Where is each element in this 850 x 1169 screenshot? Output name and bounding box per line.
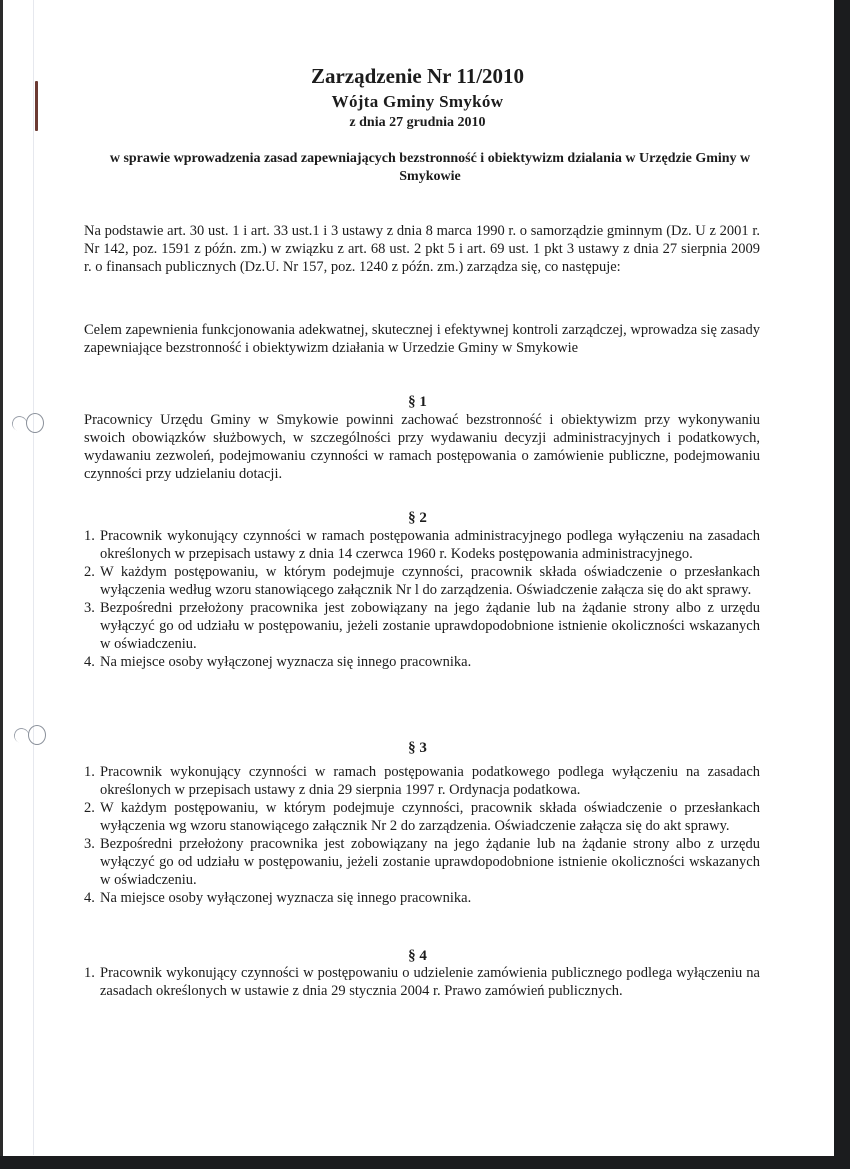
item-text: W każdym postępowaniu, w którym podejmuje czynności, pracownik składa oświadczenie o przesłankach wyłączenia wg wzoru stanowiącego załącznik Nr 2 do zarządzenia. Oświadczenie załącza się do akt sprawy. xyxy=(100,800,760,834)
document-date: z dnia 27 grudnia 2010 xyxy=(349,115,486,130)
list-item xyxy=(84,599,760,653)
item-number: 1. xyxy=(84,528,95,544)
item-number: 4. xyxy=(84,654,95,670)
paper-fold-line xyxy=(33,0,34,1155)
item-text: Bezpośredni przełożony pracownika jest zobowiązany na jego żądanie lub na żądanie strony albo z urzędu wyłączyć go od udziału w postępowaniu, jeżeli zostanie uprawdopodobnione istnienie okoliczności wskazanych w oświadczeniu. xyxy=(100,836,760,888)
list-item xyxy=(84,799,760,835)
item-text: Pracownik wykonujący czynności w ramach postępowania podatkowego podlega wyłączeniu na zasadach określonych w przepisach ustawy z dnia 29 sierpnia 1997 r. Ordynacja podatkowa. xyxy=(100,764,760,798)
section-4-mark: § 4 xyxy=(408,948,427,964)
section-2-list xyxy=(84,527,760,671)
section-4-list xyxy=(84,964,760,1000)
item-number: 1. xyxy=(84,764,95,780)
item-text: Na miejsce osoby wyłączonej wyznacza się innego pracownika. xyxy=(100,890,472,906)
list-item xyxy=(84,889,760,907)
document-title: Zarządzenie Nr 11/2010 xyxy=(310,64,525,88)
list-item xyxy=(84,653,760,671)
section-2-mark: § 2 xyxy=(408,510,427,526)
list-item xyxy=(84,964,760,1000)
item-number: 3. xyxy=(84,600,95,616)
scan-left-edge xyxy=(0,0,3,1169)
item-number: 4. xyxy=(84,890,95,906)
item-number: 2. xyxy=(84,564,95,580)
scan-bottom-edge xyxy=(0,1156,850,1169)
section-1-mark: § 1 xyxy=(408,394,427,410)
list-item xyxy=(84,763,760,799)
item-text: W każdym postępowaniu, w którym podejmuje czynności, pracownik składa oświadczenie o przesłankach wyłączenia według wzoru stanowiącego załącznik Nr l do zarządzenia. Oświadczenie załącza się do akt sprawy. xyxy=(100,564,760,598)
item-text: Pracownik wykonujący czynności w ramach postępowania administracyjnego podlega wyłączeniu na zasadach określonych w przepisach ustawy z dnia 14 czerwca 1960 r. Kodeks postępowania administracyjnego. xyxy=(100,528,760,562)
list-item xyxy=(84,527,760,563)
section-3-mark: § 3 xyxy=(408,740,427,756)
item-text: Pracownik wykonujący czynności w postępowaniu o udzielenie zamówienia publicznego podlega wyłączeniu na zasadach określonych w ustawie z dnia 29 stycznia 2004 r. Prawo zamówień publicznych. xyxy=(100,965,760,999)
document-issuer: Wójta Gminy Smyków xyxy=(331,92,504,111)
purpose-paragraph: Celem zapewnienia funkcjonowania adekwatnej, skutecznej i efektywnej kontroli zarządczej, wprowadza się zasady zapewniające bezstronność i obiektywizm działania w Urzedzie Gminy w Smykowie xyxy=(84,322,760,356)
list-item xyxy=(84,563,760,599)
scan-right-edge xyxy=(834,0,850,1169)
punch-hole-icon xyxy=(12,412,34,434)
item-text: Bezpośredni przełożony pracownika jest zobowiązany na jego żądanie lub na żądanie strony albo z urzędu wyłączyć go od udziału w postępowaniu, jeżeli zostanie uprawdopodobnione istnienie okoliczności wskazanych w oświadczeniu. xyxy=(100,600,760,652)
item-number: 2. xyxy=(84,800,95,816)
item-number: 3. xyxy=(84,836,95,852)
document-subject: w sprawie wprowadzenia zasad zapewniających bezstronność i obiektywizm dzialania w Urzędzie Gminy w Smykowie xyxy=(109,151,751,184)
item-text: Na miejsce osoby wyłączonej wyznacza się innego pracownika. xyxy=(100,654,472,670)
section-3-list xyxy=(84,763,760,907)
list-item xyxy=(84,835,760,889)
preamble: Na podstawie art. 30 ust. 1 i art. 33 ust.1 i 3 ustawy z dnia 8 marca 1990 r. o samorządzie gminnym (Dz. U z 2001 r. Nr 142, poz. 1591 z późn. zm.) w związku z art. 68 ust. 2 pkt 5 i art. 69 ust. 1 pkt 3 ustawy z dnia 27 sierpnia 2009 r. o finansach publicznych (Dz.U. Nr 157, poz. 1240 z późn. zm.) zarządza się, co następuje: xyxy=(84,223,760,275)
item-number: 1. xyxy=(84,965,95,981)
section-1-text: Pracownicy Urzędu Gminy w Smykowie powinni zachować bezstronność i obiektywizm przy wykonywaniu swoich obowiązków służbowych, w szczególności przy wydawaniu decyzji administracyjnych i podatkowych, wydawaniu zezwoleń, podejmowaniu czynności w ramach postępowania o zamówienie publiczne, podejmowaniu czynności przy udzielaniu dotacji. xyxy=(84,412,760,482)
